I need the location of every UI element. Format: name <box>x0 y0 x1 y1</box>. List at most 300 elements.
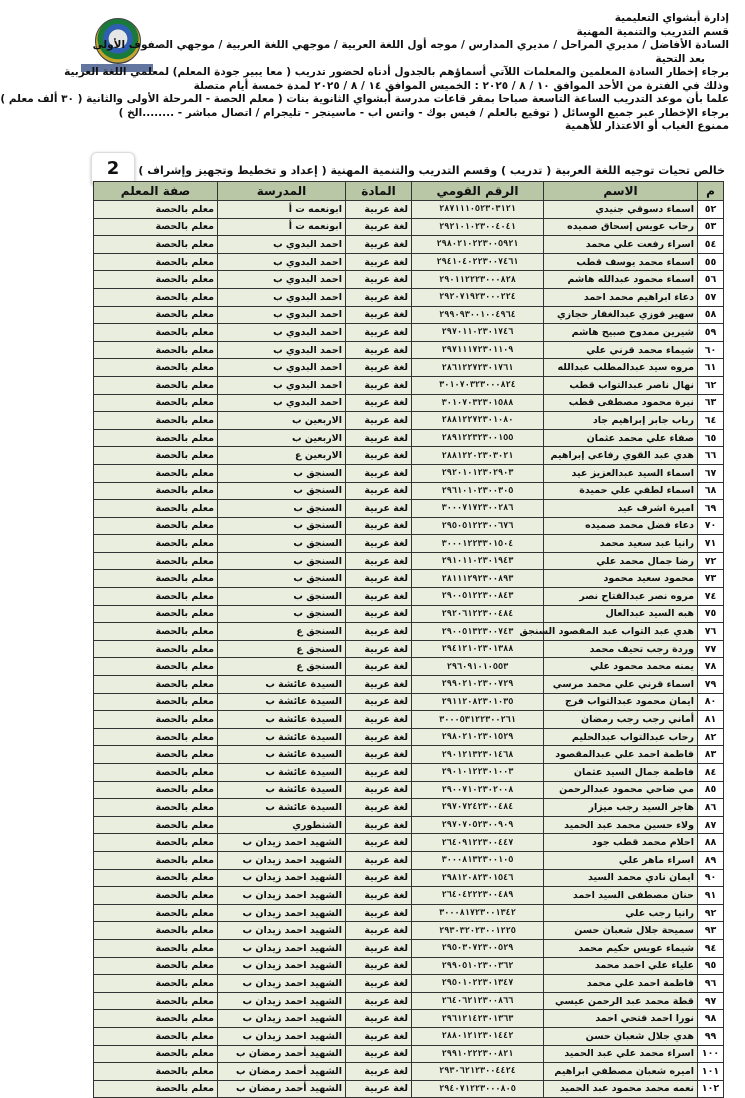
table-row <box>94 781 724 799</box>
subject-cell: لغة عربية <box>346 570 412 588</box>
subject-cell: لغة عربية <box>346 412 412 430</box>
col-header-num: م <box>698 182 724 201</box>
teacher-name: دعاء فضل محمد صميده <box>544 517 698 535</box>
table-row <box>94 711 724 729</box>
row-number: ٧٤ <box>698 588 724 606</box>
row-number: ٨٢ <box>698 728 724 746</box>
subject-cell: لغة عربية <box>346 218 412 236</box>
school-cell: السيدة عائشة ب <box>218 746 346 764</box>
table-row <box>94 834 724 852</box>
table-row <box>94 464 724 482</box>
school-cell: الشنطوري <box>218 816 346 834</box>
row-number: ٨٩ <box>698 851 724 869</box>
school-cell: السنجق ب <box>218 464 346 482</box>
table-row <box>94 359 724 377</box>
subject-cell: لغة عربية <box>346 482 412 500</box>
national-id: ٢٩٠١٢١٣٢٣٠١٤٦٨ <box>412 746 544 764</box>
table-row <box>94 1010 724 1028</box>
subject-cell: لغة عربية <box>346 1063 412 1081</box>
national-id: ٢٩٩٠٩٣٠٠١٠٠٤٩٦٤ <box>412 306 544 324</box>
role-cell: معلم بالحصة <box>94 676 218 694</box>
table-row <box>94 605 724 623</box>
role-cell: معلم بالحصة <box>94 764 218 782</box>
subject-cell: لغة عربية <box>346 728 412 746</box>
national-id: ٢٩٧١١١٧٢٣٠١١٠٩ <box>412 341 544 359</box>
national-id: ٢٨١١١٢٩٢٣٠٠٨٩٣ <box>412 570 544 588</box>
row-number: ٨٧ <box>698 816 724 834</box>
subject-cell: لغة عربية <box>346 429 412 447</box>
teacher-name: اسماء محمد يوسف قطب <box>544 253 698 271</box>
role-cell: معلم بالحصة <box>94 693 218 711</box>
table-row <box>94 851 724 869</box>
row-number: ٩٢ <box>698 904 724 922</box>
school-cell: الشهيد احمد زيدان ب <box>218 851 346 869</box>
role-cell: معلم بالحصة <box>94 658 218 676</box>
school-cell: السنجق ب <box>218 517 346 535</box>
national-id: ٢٩٢١٠١٠٢٣٠٠٤٠٤١ <box>412 218 544 236</box>
table-row <box>94 412 724 430</box>
table-row <box>94 693 724 711</box>
school-cell: الاربعين ب <box>218 412 346 430</box>
row-number: ٦٢ <box>698 376 724 394</box>
school-cell: احمد البدوي ب <box>218 253 346 271</box>
thanks-line: خالص تحيات توجيه اللغة العربية ( تدريب ) وقسم التدريب والتنمية المهنية ( إعداد و تخطيط وتجهيز وإشراف ) <box>138 164 725 177</box>
table-row <box>94 887 724 905</box>
subject-cell: لغة عربية <box>346 746 412 764</box>
table-row <box>94 746 724 764</box>
role-cell: معلم بالحصة <box>94 1080 218 1098</box>
role-cell: معلم بالحصة <box>94 288 218 306</box>
table-row <box>94 764 724 782</box>
subject-cell: لغة عربية <box>346 781 412 799</box>
school-cell: الاربعين ب <box>218 429 346 447</box>
role-cell: معلم بالحصة <box>94 1045 218 1063</box>
row-number: ٧٦ <box>698 623 724 641</box>
school-cell: الاربعين ع <box>218 447 346 465</box>
teacher-name: اسراء ماهر علي <box>544 851 698 869</box>
row-number: ٥٦ <box>698 271 724 289</box>
national-id: ٢٩٦١٠١٠٢٣٠٠٣٠٥ <box>412 482 544 500</box>
school-cell: احمد البدوي ب <box>218 341 346 359</box>
subject-cell: لغة عربية <box>346 253 412 271</box>
role-cell: معلم بالحصة <box>94 482 218 500</box>
row-number: ١٠٠ <box>698 1045 724 1063</box>
national-id: ٣٠٠٠٨١٧٢٣٠٠١٣٤٢ <box>412 904 544 922</box>
subject-cell: لغة عربية <box>346 500 412 518</box>
row-number: ٨١ <box>698 711 724 729</box>
school-cell: السنجق ب <box>218 552 346 570</box>
row-number: ٩٠ <box>698 869 724 887</box>
school-cell: السنجق ع <box>218 640 346 658</box>
row-number: ٧٩ <box>698 676 724 694</box>
national-id: ٢٩٤١٠٤٠٢٢٣٠٠٧٤٦١ <box>412 253 544 271</box>
subject-cell: لغة عربية <box>346 851 412 869</box>
teacher-name: فاطمة احمد علي عبدالمقصود <box>544 746 698 764</box>
school-cell: السنجق ب <box>218 605 346 623</box>
teacher-name: وردة رجب تحيف محمد <box>544 640 698 658</box>
subject-cell: لغة عربية <box>346 939 412 957</box>
row-number: ٧٢ <box>698 552 724 570</box>
header-line-8: برجاء الإخطار عبر جميع الوسائل ( توقيع بالعلم / فيس بوك - واتس اب - ماسينجر - تليجرام / اتصال مباشر - ........الخ ) <box>118 106 729 119</box>
role-cell: معلم بالحصة <box>94 711 218 729</box>
school-cell: السنجق ب <box>218 570 346 588</box>
row-number: ٧١ <box>698 535 724 553</box>
school-cell: الشهيد احمد زيدان ب <box>218 904 346 922</box>
teacher-name: علياء علي احمد محمد <box>544 957 698 975</box>
teacher-name: شيماء عويس حكيم محمد <box>544 939 698 957</box>
school-cell: الشهيد احمد زيدان ب <box>218 1010 346 1028</box>
row-number: ٨٥ <box>698 781 724 799</box>
role-cell: معلم بالحصة <box>94 535 218 553</box>
subject-cell: لغة عربية <box>346 623 412 641</box>
teacher-name: اسماء قرني علي محمد مرسي <box>544 676 698 694</box>
role-cell: معلم بالحصة <box>94 1063 218 1081</box>
school-cell: الشهيد احمد زيدان ب <box>218 887 346 905</box>
teacher-name: اميره شعبان مصطفي ابراهيم <box>544 1063 698 1081</box>
role-cell: معلم بالحصة <box>94 517 218 535</box>
national-id: ٢٦٤٠٩١٢٢٣٠٠٤٤٧ <box>412 834 544 852</box>
national-id: ٣٠٠٠٥٣١٢٢٣٠٠٢٦١ <box>412 711 544 729</box>
national-id: ٢٩٦٠٩١٠١٠٥٥٣ <box>412 658 544 676</box>
role-cell: معلم بالحصة <box>94 324 218 342</box>
teacher-name: هبه السيد عبدالعال <box>544 605 698 623</box>
table-row <box>94 799 724 817</box>
table-row <box>94 975 724 993</box>
teacher-name: سميحة جلال شعبان حسن <box>544 922 698 940</box>
national-id: ٢٩٠١٠١٢٢٣٠١٠٠٣ <box>412 764 544 782</box>
row-number: ٨٨ <box>698 834 724 852</box>
teacher-name: ولاء حسين محمد عبد الحميد <box>544 816 698 834</box>
subject-cell: لغة عربية <box>346 288 412 306</box>
school-cell: السنجق ب <box>218 588 346 606</box>
national-id: ٢٩٣٠٣٢٠٢٣٠٠١٢٢٥ <box>412 922 544 940</box>
table-row <box>94 253 724 271</box>
school-cell: احمد البدوي ب <box>218 271 346 289</box>
subject-cell: لغة عربية <box>346 799 412 817</box>
subject-cell: لغة عربية <box>346 887 412 905</box>
teacher-name: نورا احمد فتحي احمد <box>544 1010 698 1028</box>
teacher-name: اسماء دسوقي جنيدي <box>544 201 698 219</box>
teacher-name: حنان مصطفى السيد احمد <box>544 887 698 905</box>
school-cell: السنجق ع <box>218 623 346 641</box>
role-cell: معلم بالحصة <box>94 869 218 887</box>
role-cell: معلم بالحصة <box>94 816 218 834</box>
national-id: ٢٩٨١٢٠٨٢٣٠١٥٤٦ <box>412 869 544 887</box>
role-cell: معلم بالحصة <box>94 236 218 254</box>
header-line-4: بعد التحية <box>655 52 705 65</box>
table-row <box>94 288 724 306</box>
school-cell: احمد البدوي ب <box>218 288 346 306</box>
table-row <box>94 236 724 254</box>
teacher-name: رحاب عبدالتواب عبدالحليم <box>544 728 698 746</box>
table-row <box>94 939 724 957</box>
national-id: ٢٩٨٠٢١٠٢٢٣٠٠٥٩٢١ <box>412 236 544 254</box>
row-number: ٧٠ <box>698 517 724 535</box>
role-cell: معلم بالحصة <box>94 447 218 465</box>
table-row <box>94 1080 724 1098</box>
table-row <box>94 201 724 219</box>
subject-cell: لغة عربية <box>346 447 412 465</box>
subject-cell: لغة عربية <box>346 904 412 922</box>
national-id: ٢٩٠٠٥١٢٢٣٠٠٨٤٣ <box>412 588 544 606</box>
role-cell: معلم بالحصة <box>94 201 218 219</box>
row-number: ٨٠ <box>698 693 724 711</box>
table-row <box>94 623 724 641</box>
row-number: ٧٨ <box>698 658 724 676</box>
national-id: ٢٩٥٠١٠٢٢٣٠١٣٤٧ <box>412 975 544 993</box>
role-cell: معلم بالحصة <box>94 887 218 905</box>
role-cell: معلم بالحصة <box>94 957 218 975</box>
teacher-name: فاطمة جمال السيد عثمان <box>544 764 698 782</box>
header-line-1: إدارة أبشواي التعليمية <box>614 12 729 24</box>
subject-cell: لغة عربية <box>346 764 412 782</box>
table-row <box>94 922 724 940</box>
subject-cell: لغة عربية <box>346 394 412 412</box>
role-cell: معلم بالحصة <box>94 992 218 1010</box>
school-cell: السيدة عائشة ب <box>218 799 346 817</box>
subject-cell: لغة عربية <box>346 1027 412 1045</box>
subject-cell: لغة عربية <box>346 271 412 289</box>
table-row <box>94 271 724 289</box>
col-header-subject: المادة <box>346 182 412 201</box>
subject-cell: لغة عربية <box>346 1080 412 1098</box>
subject-cell: لغة عربية <box>346 376 412 394</box>
table-row <box>94 588 724 606</box>
role-cell: معلم بالحصة <box>94 341 218 359</box>
row-number: ٨٦ <box>698 799 724 817</box>
row-number: ٩٧ <box>698 992 724 1010</box>
row-number: ٨٣ <box>698 746 724 764</box>
teacher-name: اسماء السيد عبدالعزيز عيد <box>544 464 698 482</box>
header-line-3: السادة الأفاضل / مديري المراحل / مديري المدارس / موجه أول اللغة العربية / موجهي اللغة العربية / موجهي الصفوف الأولى <box>92 39 729 51</box>
national-id: ٣٠٠٠٧١٧٢٣٠٠٢٨٦ <box>412 500 544 518</box>
teacher-name: نيرة محمود مصطفى قطب <box>544 394 698 412</box>
teacher-name: دعاء ابراهيم محمد احمد <box>544 288 698 306</box>
school-cell: الشهيد أحمد رمضان ب <box>218 1080 346 1098</box>
national-id: ٢٨٦١٢٢٧٢٣٠١٧٦١ <box>412 359 544 377</box>
school-cell: احمد البدوي ب <box>218 324 346 342</box>
teachers-table <box>93 181 724 1098</box>
table-row <box>94 658 724 676</box>
role-cell: معلم بالحصة <box>94 799 218 817</box>
row-number: ٥٨ <box>698 306 724 324</box>
role-cell: معلم بالحصة <box>94 464 218 482</box>
national-id: ٢٩١٠١١٠٢٣٠١٩٤٣ <box>412 552 544 570</box>
school-cell: السنجق ب <box>218 535 346 553</box>
teacher-name: اسراء محمد علي عبد الحميد <box>544 1045 698 1063</box>
teacher-name: اسماء محمود عبدالله هاشم <box>544 271 698 289</box>
role-cell: معلم بالحصة <box>94 728 218 746</box>
teacher-name: ايمان نادي محمد السيد <box>544 869 698 887</box>
teacher-name: هاجر السيد رجب ميزار <box>544 799 698 817</box>
subject-cell: لغة عربية <box>346 464 412 482</box>
school-cell: احمد البدوي ب <box>218 236 346 254</box>
row-number: ٧٥ <box>698 605 724 623</box>
teacher-name: مروه سيد عبدالمطلب عبدالله <box>544 359 698 377</box>
national-id: ٢٩٦١٢١٤٢٣٠١٣٦٣ <box>412 1010 544 1028</box>
school-cell: الشهيد احمد زيدان ب <box>218 869 346 887</box>
row-number: ٦٧ <box>698 464 724 482</box>
table-row <box>94 676 724 694</box>
national-id: ٢٩٠١١٢٢٢٣٠٠٠٨٢٨ <box>412 271 544 289</box>
table-row <box>94 728 724 746</box>
national-id: ٣٠٠٠٨١٣٢٣٠٠١٠٥ <box>412 851 544 869</box>
subject-cell: لغة عربية <box>346 676 412 694</box>
teacher-name: هدي عبد القوي رفاعي إبراهيم <box>544 447 698 465</box>
header-line-2: قسم التدريب والتنمية المهنية <box>576 25 729 38</box>
role-cell: معلم بالحصة <box>94 394 218 412</box>
teacher-name: اميرة اشرف عيد <box>544 500 698 518</box>
table-row <box>94 306 724 324</box>
role-cell: معلم بالحصة <box>94 1027 218 1045</box>
subject-cell: لغة عربية <box>346 711 412 729</box>
role-cell: معلم بالحصة <box>94 588 218 606</box>
role-cell: معلم بالحصة <box>94 306 218 324</box>
subject-cell: لغة عربية <box>346 324 412 342</box>
table-row <box>94 904 724 922</box>
row-number: ٩٥ <box>698 957 724 975</box>
school-cell: ابونعمه ت أ <box>218 201 346 219</box>
teacher-name: قطة محمد عبد الرحمن عيسي <box>544 992 698 1010</box>
national-id: ٣٠١٠٧٠٣٢٣٠١٥٨٨ <box>412 394 544 412</box>
subject-cell: لغة عربية <box>346 1045 412 1063</box>
row-number: ٦٨ <box>698 482 724 500</box>
school-cell: احمد البدوي ب <box>218 376 346 394</box>
subject-cell: لغة عربية <box>346 1010 412 1028</box>
row-number: ٥٣ <box>698 218 724 236</box>
teacher-name: مي ضاحي محمود عبدالرحمن <box>544 781 698 799</box>
teacher-name: رباب جابر إبراهيم جاد <box>544 412 698 430</box>
school-cell: الشهيد احمد زيدان ب <box>218 957 346 975</box>
teacher-name: مروه نصر عبدالفتاح نصر <box>544 588 698 606</box>
school-cell: السيدة عائشة ب <box>218 728 346 746</box>
school-cell: السيدة عائشة ب <box>218 693 346 711</box>
national-id: ٢٩٧٠٧٢٤٢٣٠٠٤٨٤ <box>412 799 544 817</box>
role-cell: معلم بالحصة <box>94 376 218 394</box>
national-id: ٢٨٩١٢٢٣٢٣٠٠١٥٥ <box>412 429 544 447</box>
role-cell: معلم بالحصة <box>94 939 218 957</box>
subject-cell: لغة عربية <box>346 957 412 975</box>
national-id: ٢٩٣٠٦٢١٢٣٠٠٤٤٢٤ <box>412 1063 544 1081</box>
table-row <box>94 640 724 658</box>
row-number: ٩٦ <box>698 975 724 993</box>
role-cell: معلم بالحصة <box>94 500 218 518</box>
teacher-name: أماني رجب رجب رمضان <box>544 711 698 729</box>
school-cell: السنجق ع <box>218 658 346 676</box>
row-number: ١٠١ <box>698 1063 724 1081</box>
row-number: ٦٩ <box>698 500 724 518</box>
subject-cell: لغة عربية <box>346 341 412 359</box>
row-number: ٩٤ <box>698 939 724 957</box>
national-id: ٢٩٤١٢١٠٢٣٠١٣٨٨ <box>412 640 544 658</box>
subject-cell: لغة عربية <box>346 517 412 535</box>
header-line-5: برجاء إخطار السادة المعلمين والمعلمات اللآتي أسماؤهم بالجدول أدناه لحضور تدريب ( معا يبير جودة المعلم) لمعلمي اللغة العربية <box>64 66 729 78</box>
role-cell: معلم بالحصة <box>94 640 218 658</box>
role-cell: معلم بالحصة <box>94 834 218 852</box>
role-cell: معلم بالحصة <box>94 904 218 922</box>
table-row <box>94 500 724 518</box>
school-cell: احمد البدوي ب <box>218 394 346 412</box>
role-cell: معلم بالحصة <box>94 975 218 993</box>
page-number-badge: 2 <box>91 152 135 186</box>
teacher-name: هدي جلال شعبان حسن <box>544 1027 698 1045</box>
col-header-role: صفة المعلم <box>94 182 218 201</box>
national-id: ٢٩٥٠٥١٢٢٣٠٠٦٧٦ <box>412 517 544 535</box>
teacher-name: ايمان محمود عبدالتواب فرج <box>544 693 698 711</box>
teacher-name: رحاب عويس إسحاق صميده <box>544 218 698 236</box>
table-row <box>94 1063 724 1081</box>
header-line-7: علما بأن موعد التدريب الساعة التاسعة صباحا بمقر قاعات مدرسة أبشواي الثانوية بنات ( معلم الحصة - المرحلة الأولى والثانية ( ٣٠ ألف معلم ) <box>0 93 729 105</box>
teacher-name: احلام محمد قطب جود <box>544 834 698 852</box>
table-row <box>94 482 724 500</box>
row-number: ٩١ <box>698 887 724 905</box>
role-cell: معلم بالحصة <box>94 412 218 430</box>
header-line-6: وذلك في الفترة من الأحد الموافق ١٠ / ٨ / ٢٠٢٥ : الخميس الموافق ١٤ / ٨ / ٢٠٢٥ لمدة خمسة أيام متصلة <box>193 79 729 92</box>
row-number: ٦١ <box>698 359 724 377</box>
col-header-name: الاسم <box>544 182 698 201</box>
teacher-name: شيرين ممدوح صبيح هاشم <box>544 324 698 342</box>
role-cell: معلم بالحصة <box>94 1010 218 1028</box>
school-cell: السيدة عائشة ب <box>218 711 346 729</box>
teacher-name: رانيا رجب علي <box>544 904 698 922</box>
row-number: ٥٧ <box>698 288 724 306</box>
national-id: ٢٩٧٠٧٠٥٢٣٠٠٩٠٩ <box>412 816 544 834</box>
national-id: ٢٩٢٠٦١٢٢٣٠٠٤٨٤ <box>412 605 544 623</box>
memo-header <box>0 12 729 134</box>
row-number: ٦٣ <box>698 394 724 412</box>
row-number: ٦٤ <box>698 412 724 430</box>
teacher-name: رضا جمال محمد علي <box>544 552 698 570</box>
school-cell: السيدة عائشة ب <box>218 764 346 782</box>
table-row <box>94 992 724 1010</box>
national-id: ٢٩٨٠٢١٠٢٣٠١٥٢٩ <box>412 728 544 746</box>
national-id: ٣٠١٠٧٠٣٢٣٠٠٠٨٢٤ <box>412 376 544 394</box>
row-number: ٥٢ <box>698 201 724 219</box>
table-row <box>94 1045 724 1063</box>
table-row <box>94 324 724 342</box>
row-number: ٩٨ <box>698 1010 724 1028</box>
school-cell: الشهيد احمد زيدان ب <box>218 1027 346 1045</box>
national-id: ٢٩٥٠٣٠٧٢٣٠٠٥٢٩ <box>412 939 544 957</box>
subject-cell: لغة عربية <box>346 588 412 606</box>
table-row <box>94 1027 724 1045</box>
school-cell: الشهيد احمد زيدان ب <box>218 834 346 852</box>
school-cell: الشهيد احمد زيدان ب <box>218 939 346 957</box>
table-row <box>94 552 724 570</box>
table-row <box>94 570 724 588</box>
role-cell: معلم بالحصة <box>94 781 218 799</box>
row-number: ٦٥ <box>698 429 724 447</box>
role-cell: معلم بالحصة <box>94 623 218 641</box>
teacher-name: شيماء محمد قرني علي <box>544 341 698 359</box>
teacher-name: يمنه محمد محمود علي <box>544 658 698 676</box>
national-id: ٢٦٤٠٤٢٢٢٣٠٠٤٨٩ <box>412 887 544 905</box>
subject-cell: لغة عربية <box>346 834 412 852</box>
teacher-name: نعمه محمد محمود عبد الحميد <box>544 1080 698 1098</box>
table-row <box>94 957 724 975</box>
row-number: ٧٣ <box>698 570 724 588</box>
table-row <box>94 341 724 359</box>
teacher-name: صفاء علي محمد عثمان <box>544 429 698 447</box>
teacher-name: رانيا عبد سعيد محمد <box>544 535 698 553</box>
school-cell: السنجق ب <box>218 482 346 500</box>
subject-cell: لغة عربية <box>346 992 412 1010</box>
school-cell: السنجق ب <box>218 500 346 518</box>
national-id: ٢٨٨٠١٢١٢٣٠١٤٤٢ <box>412 1027 544 1045</box>
national-id: ٢٩٩١٠٢٢٢٣٠٠٨٢١ <box>412 1045 544 1063</box>
teacher-name: سهير فوزي عبدالغفار حجازي <box>544 306 698 324</box>
national-id: ٢٩١١٢٠٨٢٣٠١٠٣٥ <box>412 693 544 711</box>
